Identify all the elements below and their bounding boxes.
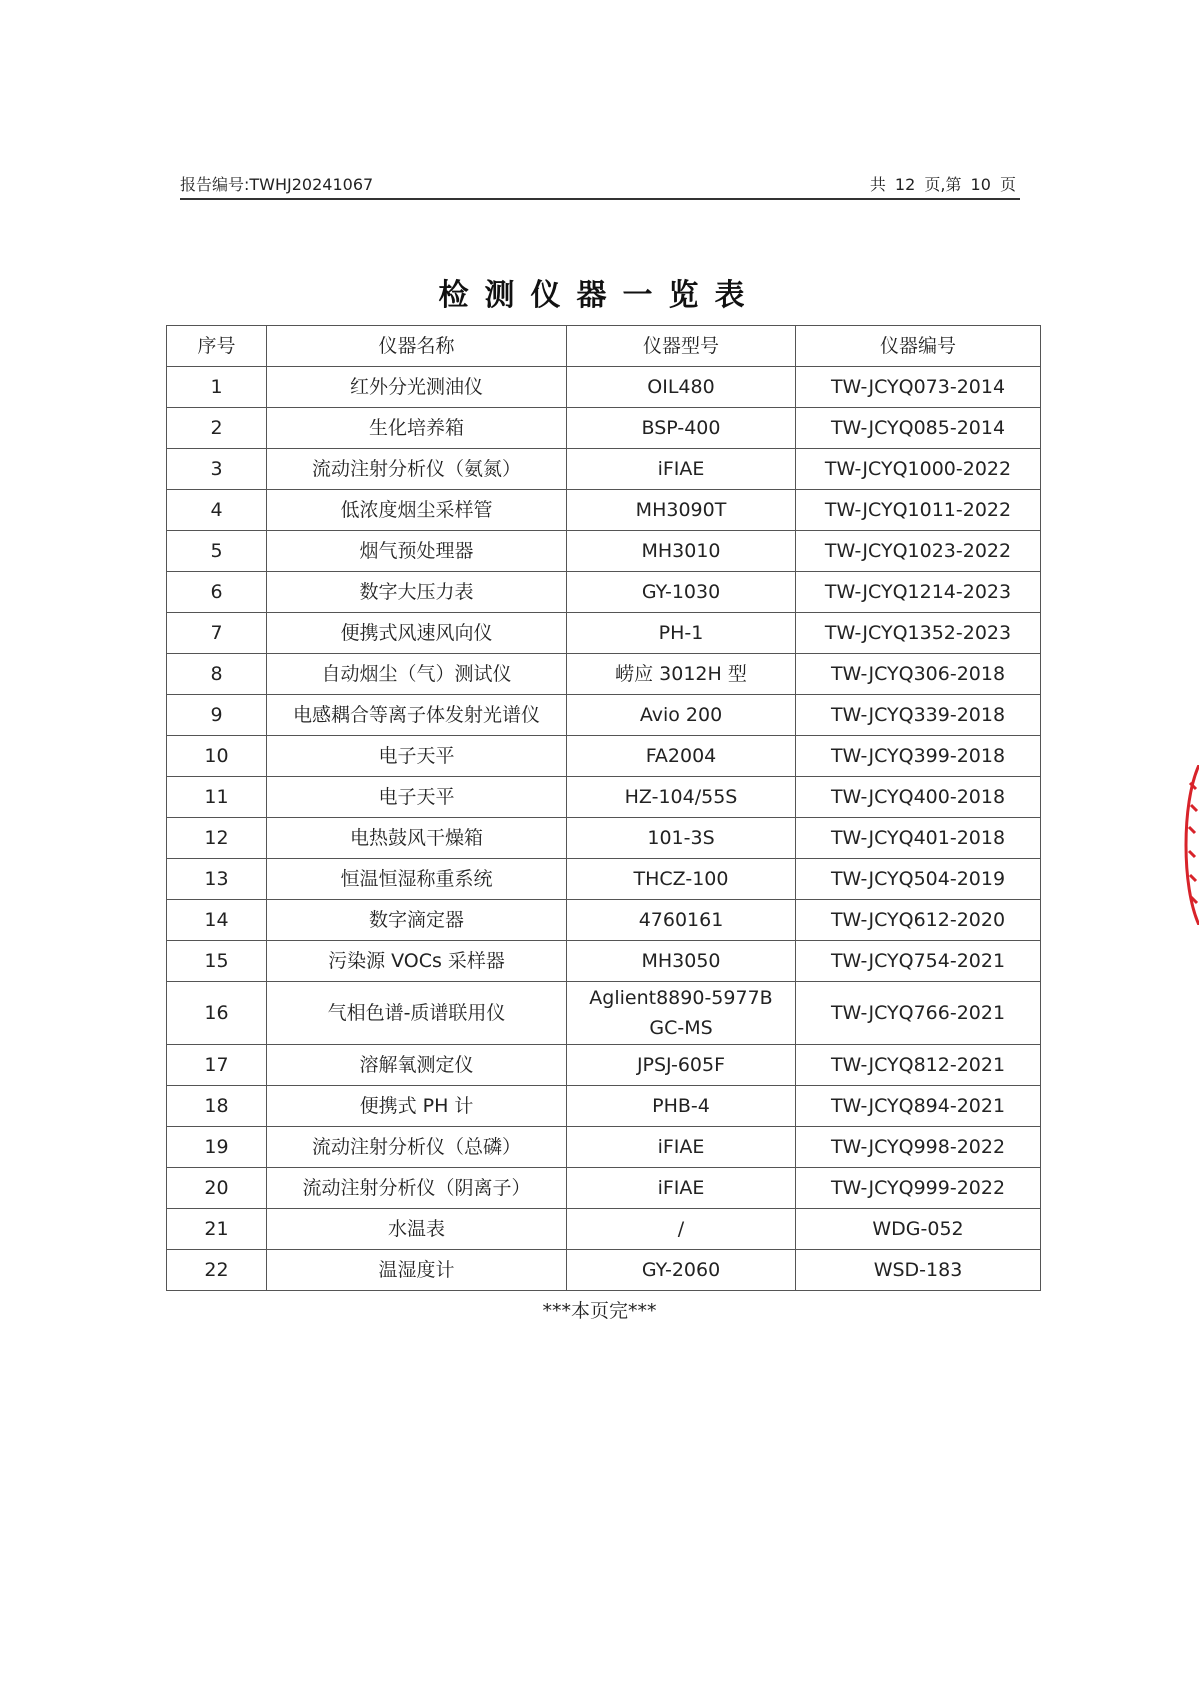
cell-model: PHB-4 <box>567 1086 796 1127</box>
cell-index: 10 <box>167 736 267 777</box>
table-row <box>167 941 1041 982</box>
table-row <box>167 1209 1041 1250</box>
cell-name: 水温表 <box>267 1209 567 1250</box>
cell-name: 自动烟尘（气）测试仪 <box>267 654 567 695</box>
column-header-code: 仪器编号 <box>796 326 1041 367</box>
cell-code: TW-JCYQ1000-2022 <box>796 449 1041 490</box>
cell-name: 电子天平 <box>267 777 567 818</box>
cell-model: THCZ-100 <box>567 859 796 900</box>
page-header <box>180 168 1020 200</box>
document-title: 检测仪器一览表 <box>438 278 761 313</box>
table-row <box>167 1045 1041 1086</box>
cell-model: MH3010 <box>567 531 796 572</box>
cell-name: 流动注射分析仪（总磷） <box>267 1127 567 1168</box>
cell-code: TW-JCYQ1214-2023 <box>796 572 1041 613</box>
cell-index: 5 <box>167 531 267 572</box>
cell-code: TW-JCYQ401-2018 <box>796 818 1041 859</box>
cell-code: TW-JCYQ073-2014 <box>796 367 1041 408</box>
cell-name: 生化培养箱 <box>267 408 567 449</box>
cell-index: 8 <box>167 654 267 695</box>
cell-code: TW-JCYQ612-2020 <box>796 900 1041 941</box>
cell-code: TW-JCYQ504-2019 <box>796 859 1041 900</box>
table-row <box>167 818 1041 859</box>
cell-code: WSD-183 <box>796 1250 1041 1291</box>
cell-name: 溶解氧测定仪 <box>267 1045 567 1086</box>
cell-model: 101-3S <box>567 818 796 859</box>
cell-name: 电热鼓风干燥箱 <box>267 818 567 859</box>
cell-code: TW-JCYQ894-2021 <box>796 1086 1041 1127</box>
cell-model: iFIAE <box>567 449 796 490</box>
table-row <box>167 1250 1041 1291</box>
table-body <box>167 367 1041 1291</box>
cell-name: 污染源 VOCs 采样器 <box>267 941 567 982</box>
seal-stamp-fragment <box>1180 765 1199 925</box>
table-row <box>167 1168 1041 1209</box>
cell-model: Avio 200 <box>567 695 796 736</box>
cell-index: 19 <box>167 1127 267 1168</box>
instrument-table <box>166 325 1041 1291</box>
column-header-name: 仪器名称 <box>267 326 567 367</box>
cell-index: 9 <box>167 695 267 736</box>
cell-index: 1 <box>167 367 267 408</box>
cell-index: 3 <box>167 449 267 490</box>
cell-code: TW-JCYQ400-2018 <box>796 777 1041 818</box>
column-header-index: 序号 <box>167 326 267 367</box>
table-row <box>167 695 1041 736</box>
table-row <box>167 1086 1041 1127</box>
cell-name: 红外分光测油仪 <box>267 367 567 408</box>
cell-name: 流动注射分析仪（阴离子） <box>267 1168 567 1209</box>
cell-index: 14 <box>167 900 267 941</box>
table-row <box>167 572 1041 613</box>
table-row <box>167 1127 1041 1168</box>
cell-index: 6 <box>167 572 267 613</box>
cell-index: 12 <box>167 818 267 859</box>
table-row <box>167 859 1041 900</box>
cell-index: 7 <box>167 613 267 654</box>
cell-name: 气相色谱-质谱联用仪 <box>267 982 567 1045</box>
cell-model: iFIAE <box>567 1127 796 1168</box>
cell-index: 2 <box>167 408 267 449</box>
cell-name: 恒温恒湿称重系统 <box>267 859 567 900</box>
cell-index: 16 <box>167 982 267 1045</box>
cell-index: 20 <box>167 1168 267 1209</box>
cell-code: TW-JCYQ766-2021 <box>796 982 1041 1045</box>
cell-name: 便携式 PH 计 <box>267 1086 567 1127</box>
cell-index: 22 <box>167 1250 267 1291</box>
cell-code: TW-JCYQ999-2022 <box>796 1168 1041 1209</box>
page-end-note: ***本页完*** <box>542 1300 657 1322</box>
table-row <box>167 900 1041 941</box>
cell-index: 17 <box>167 1045 267 1086</box>
cell-code: TW-JCYQ1023-2022 <box>796 531 1041 572</box>
cell-code: TW-JCYQ998-2022 <box>796 1127 1041 1168</box>
cell-name: 数字大压力表 <box>267 572 567 613</box>
cell-index: 21 <box>167 1209 267 1250</box>
cell-model: 4760161 <box>567 900 796 941</box>
cell-model: JPSJ-605F <box>567 1045 796 1086</box>
cell-name: 电子天平 <box>267 736 567 777</box>
cell-index: 4 <box>167 490 267 531</box>
cell-code: TW-JCYQ754-2021 <box>796 941 1041 982</box>
cell-index: 15 <box>167 941 267 982</box>
table-header-row <box>167 326 1041 367</box>
cell-model: / <box>567 1209 796 1250</box>
cell-code: WDG-052 <box>796 1209 1041 1250</box>
cell-code: TW-JCYQ399-2018 <box>796 736 1041 777</box>
cell-name: 温湿度计 <box>267 1250 567 1291</box>
cell-index: 18 <box>167 1086 267 1127</box>
cell-name: 烟气预处理器 <box>267 531 567 572</box>
cell-code: TW-JCYQ339-2018 <box>796 695 1041 736</box>
table-row <box>167 777 1041 818</box>
cell-model: HZ-104/55S <box>567 777 796 818</box>
cell-code: TW-JCYQ085-2014 <box>796 408 1041 449</box>
page-counter: 共 12 页,第 10 页 <box>869 175 1016 194</box>
cell-name: 便携式风速风向仪 <box>267 613 567 654</box>
table-row <box>167 736 1041 777</box>
cell-code: TW-JCYQ1352-2023 <box>796 613 1041 654</box>
cell-index: 13 <box>167 859 267 900</box>
table-row <box>167 408 1041 449</box>
cell-code: TW-JCYQ1011-2022 <box>796 490 1041 531</box>
cell-model: MH3090T <box>567 490 796 531</box>
cell-code: TW-JCYQ812-2021 <box>796 1045 1041 1086</box>
table-row <box>167 449 1041 490</box>
cell-index: 11 <box>167 777 267 818</box>
cell-name: 低浓度烟尘采样管 <box>267 490 567 531</box>
cell-model: GY-2060 <box>567 1250 796 1291</box>
cell-model: Aglient8890-5977B GC-MS <box>567 982 796 1045</box>
table-row <box>167 613 1041 654</box>
cell-model: MH3050 <box>567 941 796 982</box>
cell-name: 流动注射分析仪（氨氮） <box>267 449 567 490</box>
cell-code: TW-JCYQ306-2018 <box>796 654 1041 695</box>
table-row <box>167 654 1041 695</box>
column-header-model: 仪器型号 <box>567 326 796 367</box>
cell-model: 崂应 3012H 型 <box>567 654 796 695</box>
cell-model: BSP-400 <box>567 408 796 449</box>
table-row <box>167 367 1041 408</box>
cell-name: 数字滴定器 <box>267 900 567 941</box>
cell-name: 电感耦合等离子体发射光谱仪 <box>267 695 567 736</box>
cell-model: PH-1 <box>567 613 796 654</box>
cell-model: FA2004 <box>567 736 796 777</box>
cell-model: OIL480 <box>567 367 796 408</box>
cell-model: iFIAE <box>567 1168 796 1209</box>
table-row <box>167 982 1041 1045</box>
cell-model: GY-1030 <box>567 572 796 613</box>
report-number: 报告编号:TWHJ20241067 <box>180 175 374 194</box>
table-row <box>167 490 1041 531</box>
table-row <box>167 531 1041 572</box>
